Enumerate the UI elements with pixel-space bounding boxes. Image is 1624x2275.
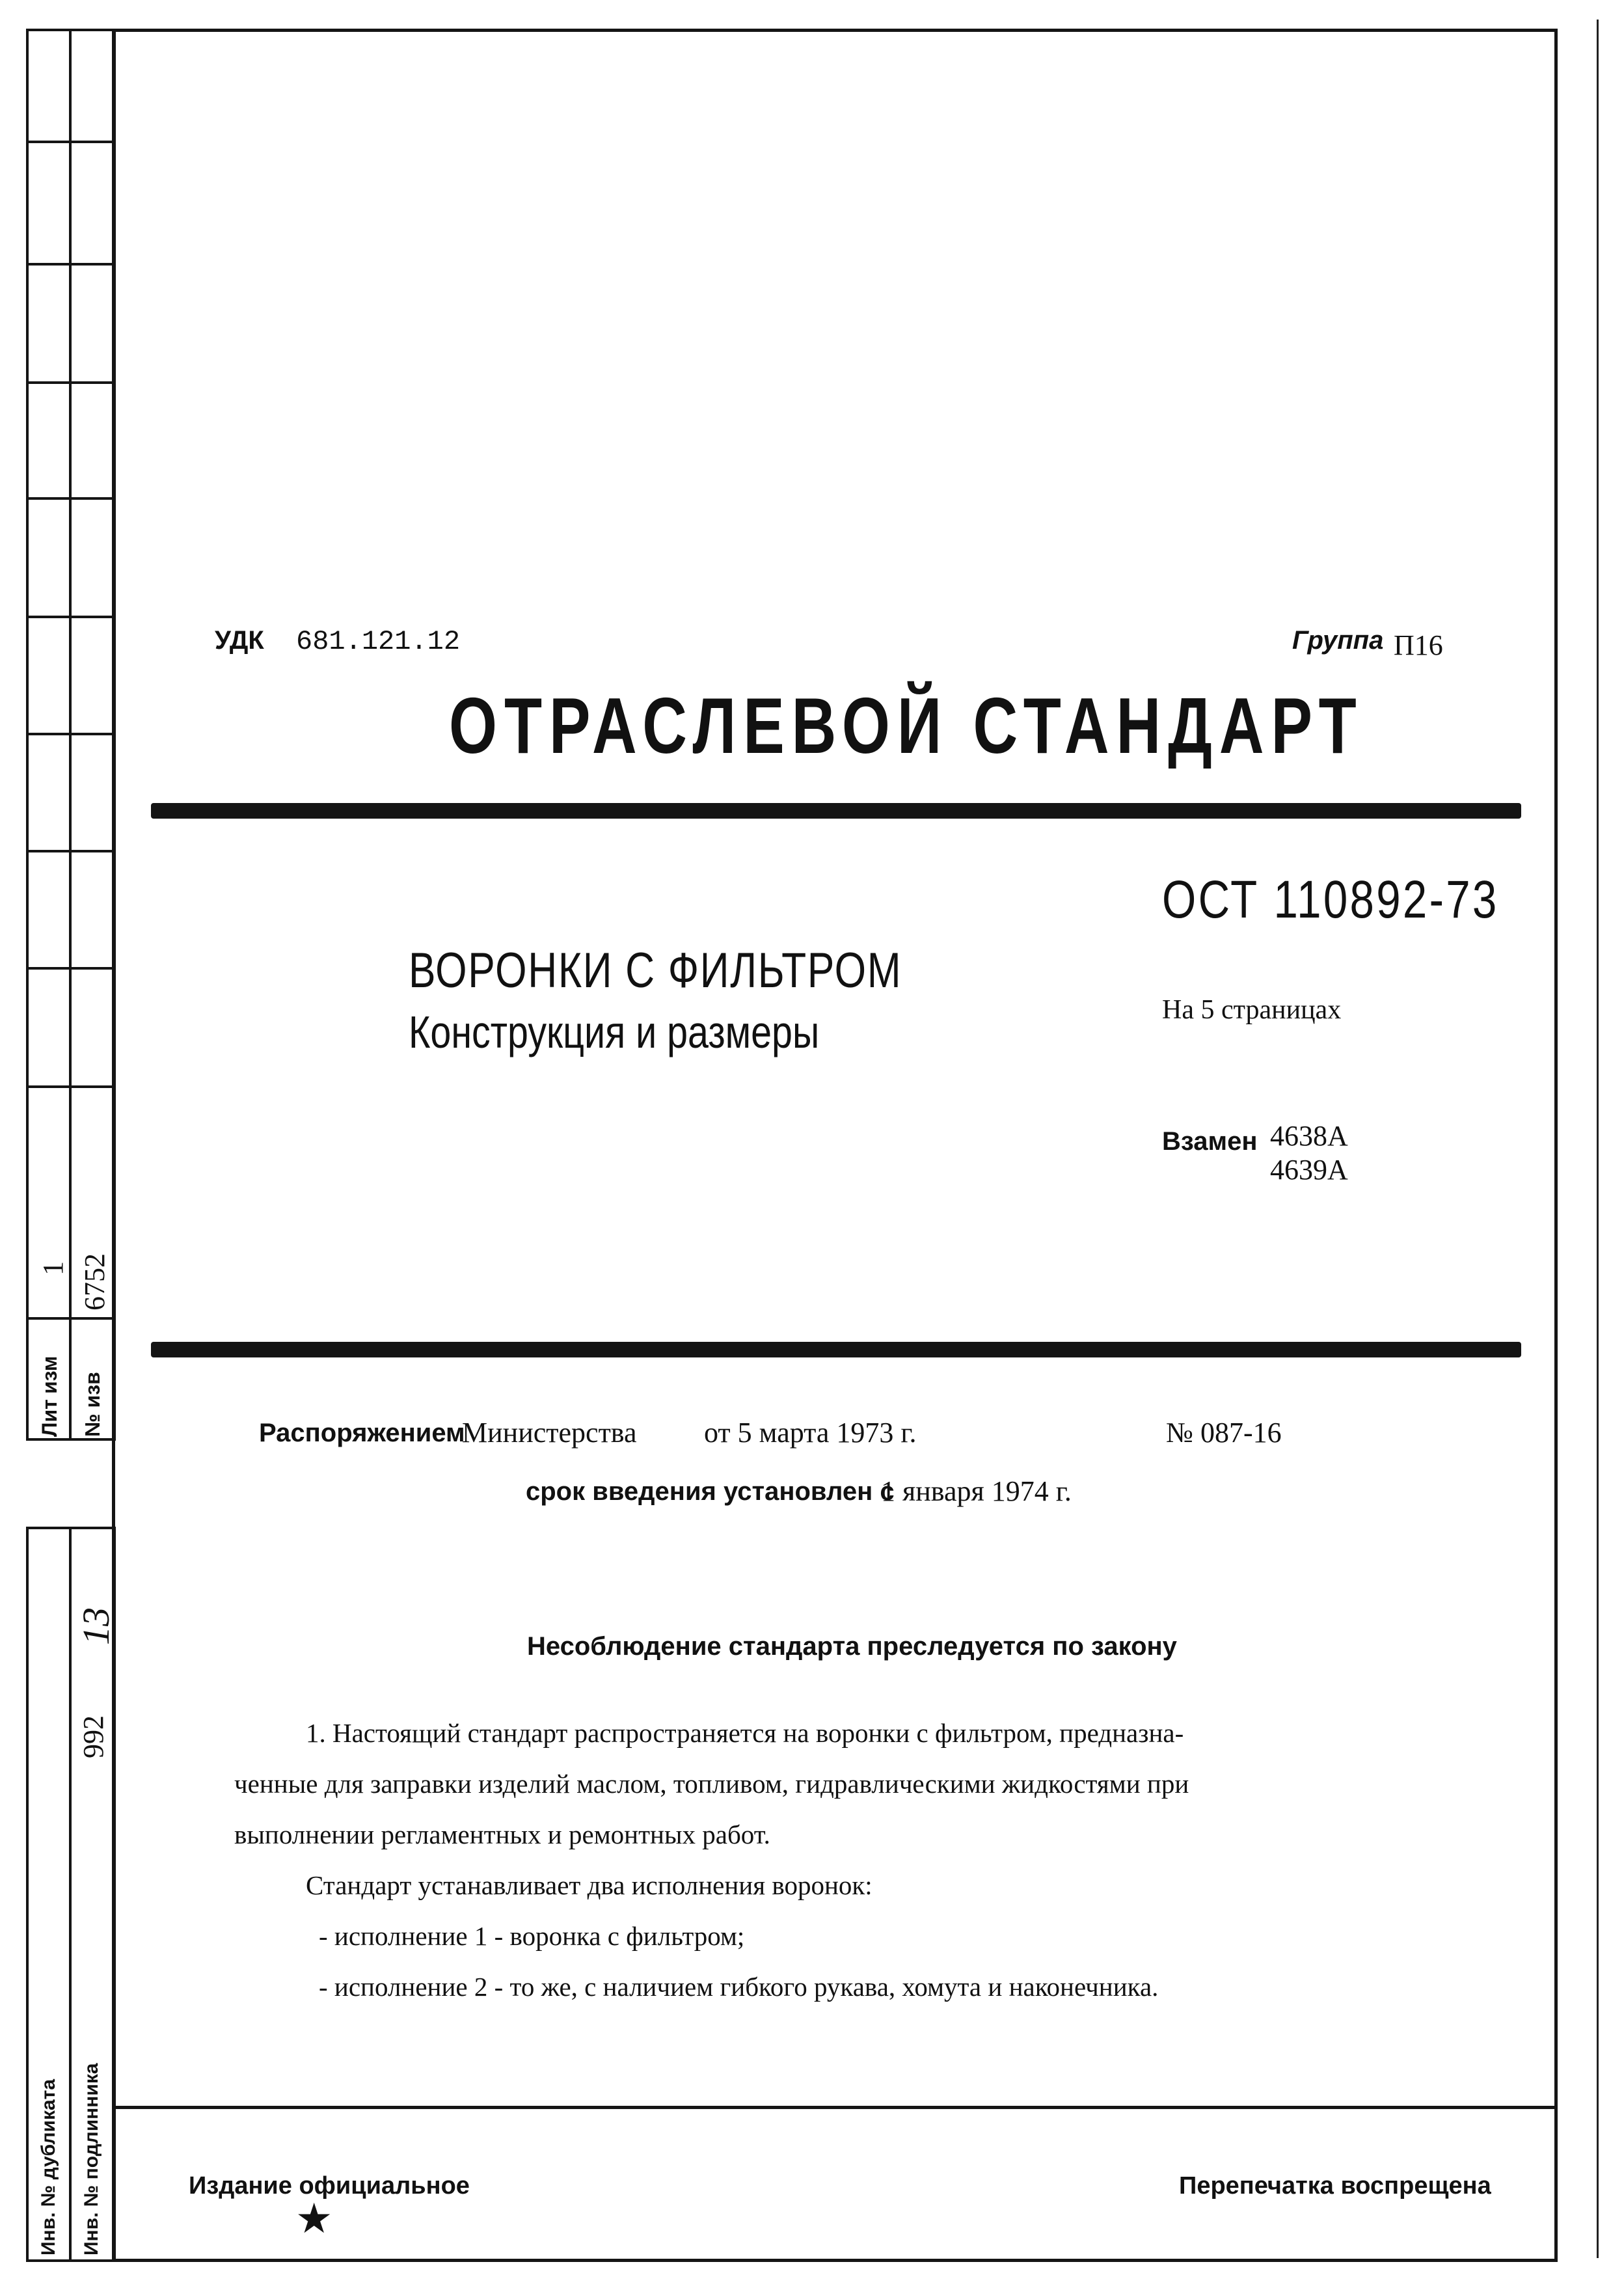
inv-orig-value: 992 (77, 1715, 109, 1758)
reprint-prohibited-label: Перепечатка воспрещена (1179, 2172, 1491, 2200)
udk-value: 681.121.12 (296, 626, 461, 657)
strip-row-line (29, 263, 113, 266)
main-title: ОТРАСЛЕВОЙ СТАНДАРТ (449, 681, 1364, 770)
legal-warning: Несоблюдение стандарта преследуется по закону (527, 1632, 1177, 1661)
lit-label: Лит (38, 1399, 61, 1437)
official-edition-label: Издание официальное (189, 2172, 470, 2200)
inv-orig-label: Инв. № подлинника (81, 2063, 102, 2255)
page-count: На 5 страницах (1162, 995, 1342, 1025)
replaces-value: 4639А (1270, 1154, 1348, 1186)
list-item: - исполнение 2 - то же, с наличием гибкого рукава, хомута и наконечника. (319, 1972, 1159, 2002)
revision-strip (26, 29, 116, 1441)
effective-date: 1 января 1974 г. (881, 1475, 1072, 1507)
order-number: № 087-16 (1166, 1417, 1282, 1449)
order-ministry: Министерства (462, 1417, 637, 1449)
izv-label: № изв (81, 1372, 104, 1437)
izv-value: 6752 (79, 1253, 111, 1311)
inventory-strip (26, 1527, 116, 2262)
order-label: Распоряжением (259, 1419, 465, 1447)
list-item: - исполнение 1 - воронка с фильтром; (319, 1921, 745, 1951)
lit-izm-value: 1 (37, 1261, 69, 1275)
strip-row-line (29, 733, 113, 735)
section-rule (151, 1342, 1521, 1357)
replaces-value: 4638А (1270, 1120, 1348, 1152)
ost-number: ОСТ 110892-73 (1162, 870, 1499, 929)
paragraph-line: Стандарт устанавливает два исполнения воронок: (306, 1870, 873, 1900)
page-edge-line (1597, 20, 1599, 2258)
strip-row-line (29, 381, 113, 384)
strip-row-line (29, 1317, 113, 1320)
strip-row-line (29, 1085, 113, 1088)
strip-row-line (29, 497, 113, 500)
paragraph-line: ченные для заправки изделий маслом, топливом, гидравлическими жидкостями при (234, 1769, 1189, 1799)
document-subtitle: Конструкция и размеры (409, 1007, 820, 1057)
strip-row-line (29, 141, 113, 143)
udk-label: УДК (215, 626, 264, 655)
strip-row-line (29, 616, 113, 618)
izm-label: изм (38, 1355, 61, 1394)
order-date: от 5 марта 1973 г. (704, 1417, 917, 1449)
inv-dup-label: Инв. № дубликата (38, 2078, 59, 2255)
replaces-label: Взамен (1162, 1127, 1258, 1156)
group-label: Группа (1292, 626, 1384, 655)
group-value: П16 (1394, 629, 1443, 661)
strip-divider (69, 1529, 72, 2259)
inv-orig-handwritten-mark: 13 (75, 1607, 117, 1645)
paragraph-line: выполнении регламентных и ремонтных работ. (234, 1819, 770, 1849)
strip-row-line (29, 850, 113, 852)
effective-label: срок введения установлен с (526, 1477, 895, 1506)
title-rule (151, 803, 1521, 819)
footer-divider (112, 2106, 1558, 2109)
strip-row-line (29, 967, 113, 970)
star-icon: ★ (295, 2196, 333, 2242)
paragraph-line: 1. Настоящий стандарт распространяется на воронки с фильтром, предназна- (306, 1718, 1184, 1748)
document-title: ВОРОНКИ С ФИЛЬТРОМ (409, 943, 902, 998)
